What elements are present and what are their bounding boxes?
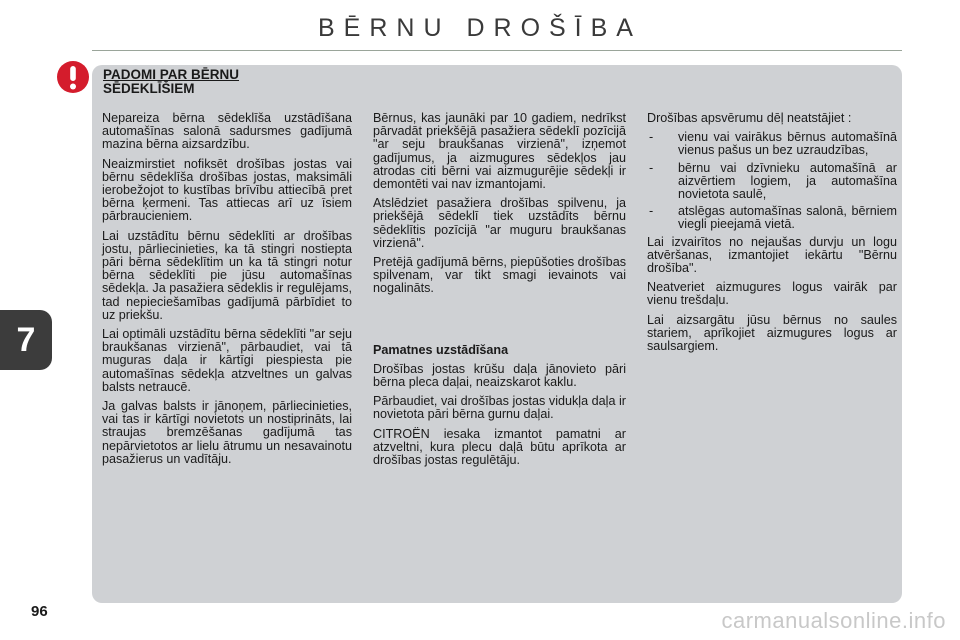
paragraph: Lai uzstādītu bērnu sēdeklīti ar drošības jostu, pārliecinieties, ka tā stingri nostiepta pāri bērna sēdeklītim un ka tā stingri notur bērna sēdeklīti pie jūsu automašīnas sēdekļa. Ja pasažiera sēdeklis ir regulējams, tad nepieciešamības gadījumā pārbīdiet to uz priekšu. xyxy=(102,228,352,322)
section-heading xyxy=(103,68,323,96)
paragraph: Neatveriet aizmugures logus vairāk par vienu trešdaļu. xyxy=(647,280,897,308)
text-column-2 xyxy=(373,112,626,473)
bullet-list xyxy=(647,131,897,231)
paragraph: Ja galvas balsts ir jānoņem, pārliecinieties, vai tas ir kārtīgi novietots un nostiprināts, lai straujas bremzēšanas gadījumā tas nepārvietotos ar lielu ātrumu un nesavainotu pasažierus un vadītāju. xyxy=(102,399,352,466)
subheading: Pamatnes uzstādīšana xyxy=(373,342,509,357)
section-heading-line-2: SĒDEKLĪŠIEM xyxy=(103,81,195,96)
list-item: - vienu vai vairākus bērnus automašīnā vienus pašus un bez uzraudzības, xyxy=(647,131,897,157)
chapter-number: 7 xyxy=(16,320,36,359)
list-item: - atslēgas automašīnas salonā, bērniem viegli pieejamā vietā. xyxy=(647,205,897,231)
paragraph: Lai optimāli uzstādītu bērna sēdeklīti "ar seju braukšanas virzienā", pārbaudiet, vai tā muguras daļa ir kārtīgi piespiesta pie automašīnas sēdekļa atzveltnes un galvas balsts netraucē. xyxy=(102,327,352,394)
title-divider xyxy=(92,50,902,51)
section-heading-line-1: PADOMI PAR BĒRNU xyxy=(103,67,240,82)
paragraph: Drošības jostas krūšu daļa jānovieto pāri bērna pleca daļai, neaizskarot kaklu. xyxy=(373,361,626,390)
paragraph: Pretējā gadījumā bērns, piepūšoties drošības spilvenam, var tikt smagi ievainots vai nogalināts. xyxy=(373,255,626,296)
paragraph: Neaizmirstiet nofiksēt drošības jostas vai bērnu sēdeklīša drošības jostas, maksimāli ierobežojot to kustības brīvību attiecībā pret bērna ķermeni. Tas attiecas arī uz īsiem pārbraucieniem. xyxy=(102,156,352,224)
page-title: BĒRNU DROŠĪBA xyxy=(318,14,642,42)
chapter-tab xyxy=(0,310,52,370)
paragraph: Nepareiza bērna sēdeklīša uzstādīšana automašīnas salonā sadursmes gadījumā mazina bērna aizsardzību. xyxy=(102,111,352,152)
list-item: - bērnu vai dzīvnieku automašīnā ar aizvērtiem logiem, ja automašīna novietota saulē, xyxy=(647,162,897,202)
paragraph: Lai aizsargātu jūsu bērnus no saules stariem, aprīkojiet aizmugures logus ar saulsargiem. xyxy=(647,312,897,354)
paragraph: Atslēdziet pasažiera drošības spilvenu, ja priekšējā sēdeklī tiek uzstādīts bērnu sēdeklītis pozīcijā "ar muguru braukšanas virzienā". xyxy=(373,196,626,250)
page-number: 96 xyxy=(31,603,48,620)
exclamation-warning-icon xyxy=(56,60,90,94)
paragraph: Drošības apsvērumu dēļ neatstājiet : xyxy=(647,111,852,125)
watermark: carmanualsonline.info xyxy=(721,608,946,633)
paragraph: Bērnus, kas jaunāki par 10 gadiem, nedrīkst pārvadāt priekšējā pasažiera sēdeklī pozīcijā "ar seju braukšanas virzienā", izņemot gadījumus, ja aizmugures sēdekļos jau atrodas citi bērni vai aizmugurējie sēdekļi ir demontēti vai nav izmantojami. xyxy=(373,111,626,192)
text-column-1 xyxy=(102,112,352,472)
paragraph: CITROËN iesaka izmantot pamatni ar atzveltni, kura plecu daļā būtu aprīkota ar drošības jostas regulētāju. xyxy=(373,426,626,468)
paragraph: Pārbaudiet, vai drošības jostas vidukļa daļa ir novietota pāri bērna gurnu daļai. xyxy=(373,394,626,422)
paragraph: Lai izvairītos no nejaušas durvju un logu atvēršanas, izmantojiet iekārtu "Bērnu drošība". xyxy=(647,234,897,276)
text-column-3 xyxy=(647,112,897,359)
